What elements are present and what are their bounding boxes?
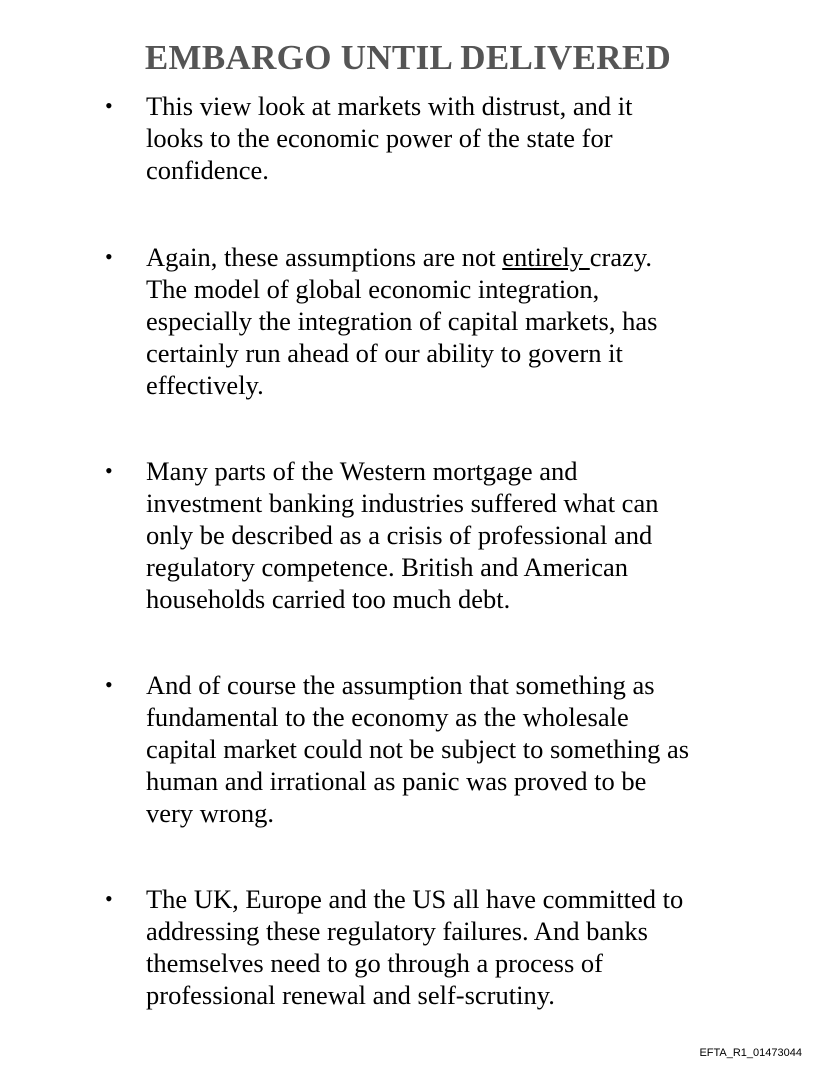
text-line: professional renewal and self-scrutiny. <box>146 980 555 1010</box>
text-line: This view look at markets with distrust, and it <box>146 91 633 121</box>
bullet-icon: • <box>105 458 113 483</box>
embargo-header: EMBARGO UNTIL DELIVERED <box>144 38 672 77</box>
text-line <box>146 241 785 273</box>
text-line: The model of global economic integration, <box>146 274 600 304</box>
text-segment: crazy. <box>589 242 653 272</box>
text-line: human and irrational as panic was proved to be <box>146 766 647 796</box>
text-line: certainly run ahead of our ability to govern it <box>146 338 623 368</box>
bullet-icon: • <box>105 886 113 911</box>
underlined-text: entirely <box>502 242 590 272</box>
text-line: investment banking industries suffered what can <box>146 488 659 518</box>
bullet-item-3 <box>105 455 785 615</box>
text-line: effectively. <box>146 370 264 400</box>
text-line: especially the integration of capital markets, has <box>146 306 658 336</box>
bullet-icon: • <box>105 93 113 118</box>
text-line: The UK, Europe and the US all have committed to <box>146 884 684 914</box>
bullet-icon: • <box>105 244 113 269</box>
text-line: fundamental to the economy as the wholesale <box>146 702 629 732</box>
text-line: capital market could not be subject to something as <box>146 734 690 764</box>
text-line: looks to the economic power of the state for <box>146 123 613 153</box>
bullet-item-1 <box>105 90 785 186</box>
text-line: And of course the assumption that something as <box>146 670 655 700</box>
text-line: only be described as a crisis of professional and <box>146 520 653 550</box>
text-line: themselves need to go through a process of <box>146 948 604 978</box>
text-segment: Again, these assumptions are not <box>146 242 503 272</box>
text-line: households carried too much debt. <box>146 584 511 614</box>
bullet-item-5 <box>105 883 785 1011</box>
document-id-footer: EFTA_R1_01473044 <box>699 1047 802 1059</box>
text-line: addressing these regulatory failures. And banks <box>146 916 648 946</box>
text-line: regulatory competence. British and American <box>146 552 628 582</box>
text-line: Many parts of the Western mortgage and <box>146 456 578 486</box>
text-line: confidence. <box>146 155 269 185</box>
bullet-icon: • <box>105 672 113 697</box>
bullet-item-4 <box>105 669 785 829</box>
text-line: very wrong. <box>146 798 275 828</box>
bullet-item-2 <box>105 241 785 401</box>
